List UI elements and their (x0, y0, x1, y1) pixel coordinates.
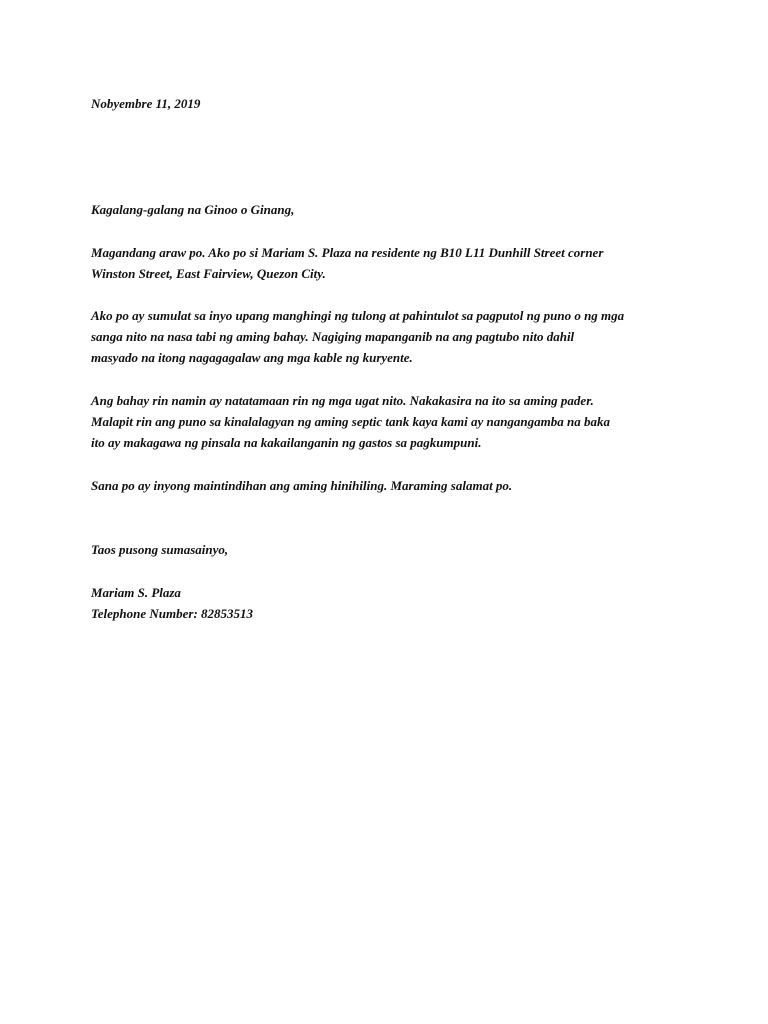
signature-phone: Telephone Number: 82853513 (91, 606, 254, 621)
paragraph-line: Malapit rin ang puno sa kinalalagyan ng aming septic tank kaya kami ay nangangamba na baka (91, 414, 611, 429)
letter-date: Nobyembre 11, 2019 (91, 96, 201, 111)
paragraph-line: Ang bahay rin namin ay natatamaan rin ng mga ugat nito. Nakakasira na ito sa aming pader. (91, 393, 594, 408)
letter-closing: Taos pusong sumasainyo, (91, 542, 229, 557)
paragraph-line: Winston Street, East Fairview, Quezon City. (91, 266, 326, 281)
letter-salutation: Kagalang-galang na Ginoo o Ginang, (91, 202, 295, 217)
paragraph-line: Magandang araw po. Ako po si Mariam S. Plaza na residente ng B10 L11 Dunhill Street corner (91, 245, 604, 260)
paragraph-line: sanga nito na nasa tabi ng aming bahay. Nagiging mapanganib na ang pagtubo nito dahil (91, 329, 575, 344)
paragraph-line: Ako po ay sumulat sa inyo upang manghingi ng tulong at pahintulot sa pagputol ng puno o ng mga (91, 308, 625, 323)
paragraph-line: Sana po ay inyong maintindihan ang aming hinihiling. Maraming salamat po. (91, 478, 513, 493)
signature-name: Mariam S. Plaza (91, 585, 181, 600)
paragraph-line: ito ay makagawa ng pinsala na kakailanganin ng gastos sa pagkumpuni. (91, 435, 482, 450)
paragraph-line: masyado na itong nagagagalaw ang mga kable ng kuryente. (91, 350, 413, 365)
